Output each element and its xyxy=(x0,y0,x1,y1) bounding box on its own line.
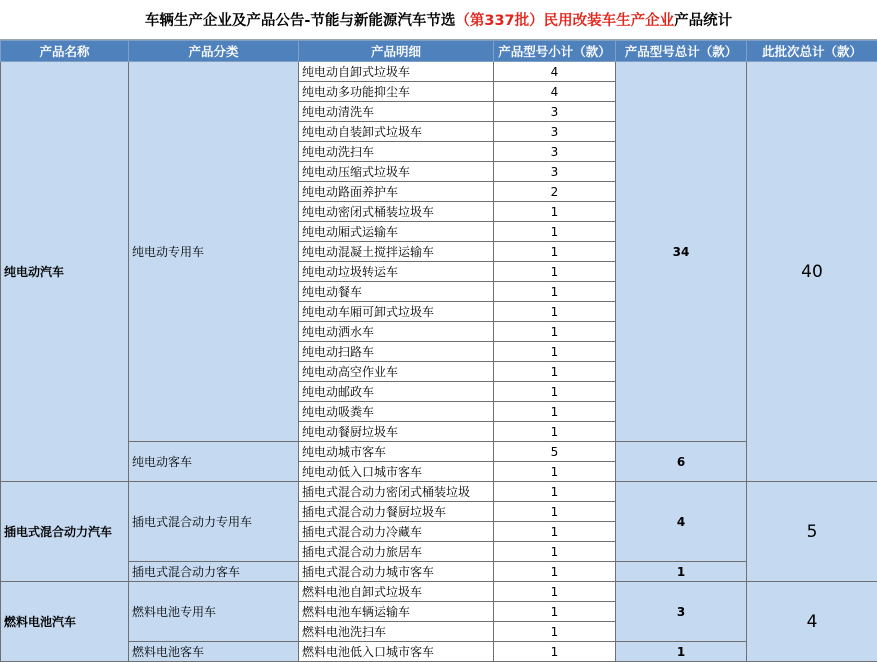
model-subtotal-cell: 1 xyxy=(494,422,616,442)
table-row xyxy=(1,582,877,602)
model-subtotal-cell: 1 xyxy=(494,362,616,382)
model-subtotal-cell: 1 xyxy=(494,302,616,322)
batch-total-cell: 5 xyxy=(747,482,877,582)
product-category-cell: 插电式混合动力客车 xyxy=(129,562,299,582)
header-product-name: 产品名称 xyxy=(1,41,129,62)
model-total-cell: 3 xyxy=(616,582,747,642)
header-batch-total: 此批次总计（款） xyxy=(747,41,877,62)
model-subtotal-cell: 1 xyxy=(494,402,616,422)
product-detail-cell: 纯电动餐车 xyxy=(299,282,494,302)
model-subtotal-cell: 4 xyxy=(494,62,616,82)
product-detail-cell: 纯电动车厢可卸式垃圾车 xyxy=(299,302,494,322)
model-subtotal-cell: 4 xyxy=(494,82,616,102)
model-subtotal-cell: 5 xyxy=(494,442,616,462)
product-detail-cell: 燃料电池低入口城市客车 xyxy=(299,642,494,662)
product-detail-cell: 纯电动餐厨垃圾车 xyxy=(299,422,494,442)
header-model-subtotal: 产品型号小计（款） xyxy=(494,41,616,62)
model-subtotal-cell: 1 xyxy=(494,522,616,542)
table-body xyxy=(1,62,877,662)
product-detail-cell: 纯电动路面养护车 xyxy=(299,182,494,202)
model-subtotal-cell: 1 xyxy=(494,282,616,302)
model-subtotal-cell: 3 xyxy=(494,162,616,182)
model-subtotal-cell: 1 xyxy=(494,602,616,622)
product-category-cell: 纯电动客车 xyxy=(129,442,299,482)
product-detail-cell: 纯电动自卸式垃圾车 xyxy=(299,62,494,82)
model-subtotal-cell: 1 xyxy=(494,482,616,502)
product-name-cell: 燃料电池汽车 xyxy=(1,582,129,662)
table-title xyxy=(0,0,877,40)
model-subtotal-cell: 1 xyxy=(494,462,616,482)
product-detail-cell: 纯电动低入口城市客车 xyxy=(299,462,494,482)
product-detail-cell: 插电式混合动力旅居车 xyxy=(299,542,494,562)
product-detail-cell: 插电式混合动力密闭式桶装垃圾 xyxy=(299,482,494,502)
batch-total-cell: 40 xyxy=(747,62,877,482)
batch-total-cell: 4 xyxy=(747,582,877,662)
model-total-cell: 1 xyxy=(616,562,747,582)
product-detail-cell: 纯电动吸粪车 xyxy=(299,402,494,422)
product-name-cell: 插电式混合动力汽车 xyxy=(1,482,129,582)
product-detail-cell: 燃料电池车辆运输车 xyxy=(299,602,494,622)
product-detail-cell: 插电式混合动力餐厨垃圾车 xyxy=(299,502,494,522)
model-subtotal-cell: 1 xyxy=(494,242,616,262)
model-subtotal-cell: 3 xyxy=(494,142,616,162)
model-subtotal-cell: 1 xyxy=(494,202,616,222)
model-subtotal-cell: 1 xyxy=(494,382,616,402)
model-subtotal-cell: 1 xyxy=(494,262,616,282)
header-model-total: 产品型号总计（款） xyxy=(616,41,747,62)
title-suffix: 产品统计 xyxy=(674,9,732,30)
product-detail-cell: 纯电动混凝土搅拌运输车 xyxy=(299,242,494,262)
product-detail-cell: 纯电动垃圾转运车 xyxy=(299,262,494,282)
header-product-detail: 产品明细 xyxy=(299,41,494,62)
product-name-cell: 纯电动汽车 xyxy=(1,62,129,482)
table-row xyxy=(1,642,877,662)
model-total-cell: 6 xyxy=(616,442,747,482)
model-subtotal-cell: 1 xyxy=(494,562,616,582)
product-detail-cell: 纯电动多功能抑尘车 xyxy=(299,82,494,102)
model-subtotal-cell: 1 xyxy=(494,322,616,342)
model-total-cell: 1 xyxy=(616,642,747,662)
product-detail-cell: 插电式混合动力城市客车 xyxy=(299,562,494,582)
product-detail-cell: 插电式混合动力冷藏车 xyxy=(299,522,494,542)
product-detail-cell: 纯电动厢式运输车 xyxy=(299,222,494,242)
product-detail-cell: 燃料电池洗扫车 xyxy=(299,622,494,642)
product-detail-cell: 纯电动洒水车 xyxy=(299,322,494,342)
model-subtotal-cell: 2 xyxy=(494,182,616,202)
product-detail-cell: 纯电动城市客车 xyxy=(299,442,494,462)
table-row xyxy=(1,562,877,582)
product-detail-cell: 纯电动邮政车 xyxy=(299,382,494,402)
product-detail-cell: 纯电动高空作业车 xyxy=(299,362,494,382)
product-detail-cell: 燃料电池自卸式垃圾车 xyxy=(299,582,494,602)
product-detail-cell: 纯电动扫路车 xyxy=(299,342,494,362)
model-subtotal-cell: 1 xyxy=(494,642,616,662)
table-row xyxy=(1,442,877,462)
product-detail-cell: 纯电动自装卸式垃圾车 xyxy=(299,122,494,142)
model-subtotal-cell: 1 xyxy=(494,342,616,362)
model-subtotal-cell: 3 xyxy=(494,122,616,142)
title-highlight: （第337批）民用改装车生产企业 xyxy=(455,9,674,30)
product-detail-cell: 纯电动洗扫车 xyxy=(299,142,494,162)
product-detail-cell: 纯电动清洗车 xyxy=(299,102,494,122)
model-subtotal-cell: 3 xyxy=(494,102,616,122)
header-product-category: 产品分类 xyxy=(129,41,299,62)
table-row xyxy=(1,482,877,502)
model-total-cell: 34 xyxy=(616,62,747,442)
product-category-cell: 燃料电池客车 xyxy=(129,642,299,662)
model-subtotal-cell: 1 xyxy=(494,502,616,522)
product-detail-cell: 纯电动压缩式垃圾车 xyxy=(299,162,494,182)
model-subtotal-cell: 1 xyxy=(494,582,616,602)
model-total-cell: 4 xyxy=(616,482,747,562)
product-stats-table xyxy=(0,40,877,662)
model-subtotal-cell: 1 xyxy=(494,222,616,242)
product-detail-cell: 纯电动密闭式桶装垃圾车 xyxy=(299,202,494,222)
product-category-cell: 插电式混合动力专用车 xyxy=(129,482,299,562)
product-category-cell: 纯电动专用车 xyxy=(129,62,299,442)
model-subtotal-cell: 1 xyxy=(494,622,616,642)
title-prefix: 车辆生产企业及产品公告-节能与新能源汽车节选 xyxy=(145,9,456,30)
header-row xyxy=(1,41,877,62)
product-category-cell: 燃料电池专用车 xyxy=(129,582,299,642)
model-subtotal-cell: 1 xyxy=(494,542,616,562)
table-row xyxy=(1,62,877,82)
